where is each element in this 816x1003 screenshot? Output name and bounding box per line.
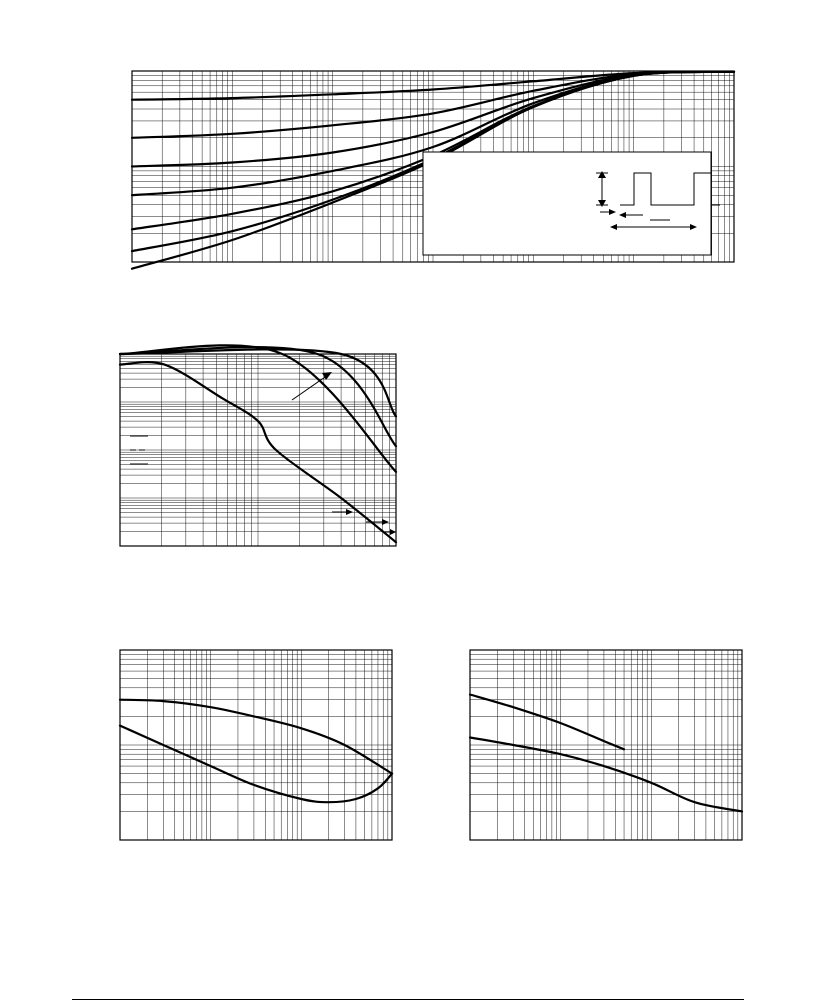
chart-1-panel <box>60 55 760 285</box>
chart-4-svg <box>450 640 760 855</box>
annotation-arrowhead <box>322 372 332 380</box>
chart-3-series-line <box>120 726 392 803</box>
chart-2-svg <box>100 340 420 560</box>
inset-box <box>423 152 711 255</box>
footer-rule <box>72 999 744 1000</box>
chart-4-series-line <box>470 738 742 812</box>
chart-2-grid <box>120 354 396 546</box>
limit-arrowhead-2 <box>382 519 389 525</box>
chart-3-svg <box>100 640 410 855</box>
chart-1-svg <box>60 55 760 285</box>
pulse-waveform-inset <box>423 152 720 255</box>
chart-3-panel <box>100 640 410 855</box>
chart-4-panel <box>450 640 760 855</box>
chart-3-series-line <box>120 700 392 774</box>
limit-arrowhead-3 <box>390 529 396 535</box>
limit-arrowhead-1 <box>346 509 353 515</box>
chart-2-panel <box>100 340 420 560</box>
